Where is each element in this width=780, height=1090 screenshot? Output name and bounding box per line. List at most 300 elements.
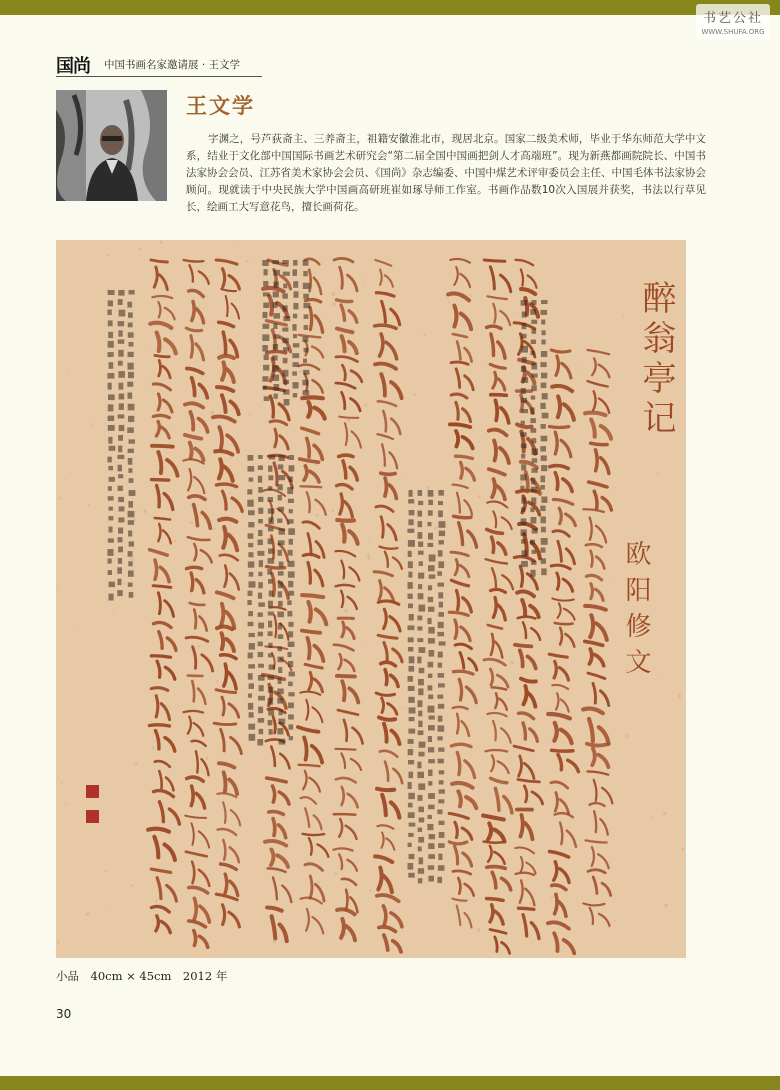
small-script-character — [438, 652, 443, 658]
small-script-character — [258, 593, 262, 599]
small-script-character — [278, 667, 282, 673]
small-script-character — [248, 724, 255, 730]
small-script-character — [531, 561, 536, 565]
small-script-character — [521, 464, 526, 470]
small-script-character — [428, 759, 435, 763]
small-script-character — [263, 281, 268, 286]
small-script-character — [288, 652, 292, 657]
small-script-character — [108, 437, 112, 444]
small-script-character — [437, 810, 442, 815]
small-script-character — [289, 477, 293, 483]
small-script-character — [418, 721, 422, 728]
small-script-character — [248, 552, 253, 557]
small-script-character — [417, 626, 422, 630]
small-script-character — [303, 271, 308, 276]
small-script-character — [258, 540, 263, 546]
small-script-character — [128, 571, 134, 577]
small-script-character — [439, 832, 445, 838]
small-script-character — [127, 302, 132, 308]
small-script-character — [268, 558, 275, 564]
small-script-character — [428, 510, 433, 515]
small-script-character — [428, 585, 432, 590]
small-script-character — [279, 528, 285, 534]
small-script-character — [129, 478, 134, 483]
small-script-character — [419, 605, 426, 612]
small-script-character — [418, 511, 423, 517]
small-script-character — [258, 623, 264, 629]
small-script-character — [438, 622, 444, 628]
small-script-character — [418, 593, 424, 599]
small-script-character — [268, 643, 272, 648]
small-script-character — [263, 303, 269, 309]
small-script-character — [118, 579, 122, 585]
small-script-character — [289, 672, 295, 677]
small-script-character — [437, 877, 442, 883]
small-script-character — [303, 390, 310, 395]
small-script-character — [417, 638, 423, 642]
small-script-character — [278, 678, 282, 684]
small-script-character — [258, 718, 265, 723]
small-script-character — [278, 634, 283, 639]
small-script-character — [258, 530, 262, 536]
small-script-character — [119, 506, 125, 511]
small-script-character — [268, 579, 272, 584]
small-script-character — [293, 303, 298, 310]
site-watermark — [696, 4, 770, 40]
small-script-character — [408, 749, 413, 755]
small-script-character — [248, 455, 254, 461]
small-script-character — [428, 843, 434, 849]
small-script-character — [118, 371, 125, 378]
small-script-character — [258, 476, 262, 483]
small-script-character — [268, 527, 274, 531]
small-script-character — [521, 518, 527, 525]
small-script-character — [418, 501, 423, 505]
small-script-character — [248, 591, 253, 596]
small-script-character — [417, 616, 422, 621]
small-script-character — [418, 490, 423, 496]
small-script-character — [522, 346, 529, 353]
small-script-character — [129, 342, 134, 347]
small-script-character — [119, 403, 124, 410]
small-script-character — [118, 414, 125, 418]
small-script-character — [428, 854, 435, 859]
small-script-character — [288, 591, 294, 596]
small-script-character — [438, 704, 444, 709]
small-script-character — [437, 695, 443, 699]
small-script-character — [262, 376, 268, 382]
small-script-character — [128, 372, 134, 378]
small-script-character — [439, 521, 446, 528]
small-script-character — [438, 663, 442, 668]
small-script-character — [248, 653, 253, 659]
small-script-character — [118, 474, 123, 478]
small-script-character — [264, 269, 268, 275]
small-script-character — [521, 529, 527, 536]
small-script-character — [108, 352, 114, 357]
small-script-character — [129, 439, 136, 443]
small-script-character — [278, 623, 282, 630]
small-script-character — [268, 475, 273, 480]
small-script-character — [283, 380, 289, 384]
small-script-character — [540, 446, 546, 451]
small-script-character — [278, 550, 282, 556]
small-script-character — [532, 468, 538, 473]
small-script-character — [258, 465, 263, 470]
small-script-character — [292, 324, 296, 331]
small-script-character — [248, 543, 253, 547]
small-script-character — [108, 332, 113, 338]
small-script-character — [108, 496, 114, 500]
small-script-character — [419, 818, 425, 823]
small-script-character — [417, 762, 421, 769]
small-script-character — [258, 642, 263, 647]
small-script-character — [262, 345, 268, 352]
small-script-character — [542, 330, 546, 335]
small-script-character — [302, 380, 308, 386]
small-script-character — [532, 458, 538, 462]
small-script-character — [438, 843, 445, 848]
small-script-character — [428, 618, 432, 624]
small-script-character — [264, 396, 270, 401]
small-script-character — [531, 478, 535, 485]
artist-portrait-photo — [56, 90, 167, 201]
small-script-character — [522, 312, 527, 318]
small-script-character — [419, 742, 426, 748]
small-script-character — [273, 270, 280, 276]
small-script-character — [408, 782, 412, 789]
small-script-character — [541, 320, 545, 325]
small-script-character — [278, 495, 282, 501]
small-script-character — [541, 351, 547, 357]
small-script-character — [522, 334, 527, 339]
small-script-character — [288, 581, 293, 587]
small-script-character — [419, 647, 426, 653]
small-script-character — [248, 622, 254, 626]
small-script-character — [268, 601, 273, 608]
small-script-character — [288, 499, 294, 503]
small-script-character — [128, 363, 134, 370]
small-script-character — [288, 714, 294, 719]
small-script-character — [531, 385, 536, 391]
small-script-character — [541, 548, 546, 553]
small-script-character — [119, 425, 125, 431]
small-script-character — [128, 404, 135, 411]
small-script-character — [408, 686, 415, 691]
small-script-character — [293, 269, 298, 276]
small-script-character — [417, 772, 424, 778]
small-script-character — [428, 865, 434, 870]
small-script-character — [439, 780, 444, 784]
small-script-character — [117, 567, 122, 574]
small-script-character — [268, 709, 274, 715]
small-script-character — [268, 631, 273, 636]
small-script-character — [279, 739, 286, 745]
small-script-character — [248, 664, 255, 668]
small-script-character — [408, 697, 414, 703]
small-script-character — [118, 497, 124, 502]
small-script-character — [520, 486, 524, 490]
small-script-character — [109, 527, 113, 533]
small-script-character — [530, 407, 534, 414]
small-script-character — [303, 370, 309, 375]
small-script-character — [303, 260, 309, 266]
small-script-character — [288, 519, 294, 524]
small-script-character — [283, 293, 288, 298]
small-script-character — [108, 394, 115, 400]
small-script-character — [257, 551, 264, 556]
small-script-character — [521, 300, 527, 306]
small-script-character — [288, 642, 295, 647]
small-script-character — [409, 656, 415, 663]
small-script-character — [118, 321, 125, 326]
small-script-character — [438, 865, 445, 871]
small-script-character — [108, 466, 113, 470]
small-script-character — [269, 665, 276, 670]
small-script-character — [408, 582, 413, 589]
small-script-character — [541, 300, 548, 304]
small-script-character — [439, 770, 445, 774]
small-script-character — [108, 486, 112, 491]
small-script-character — [408, 499, 414, 503]
small-script-character — [107, 457, 111, 463]
small-script-character — [292, 353, 299, 358]
small-script-character — [283, 284, 287, 289]
small-script-character — [268, 612, 274, 616]
small-script-character — [409, 614, 414, 621]
small-script-character — [288, 550, 293, 556]
small-script-character — [284, 399, 290, 406]
small-script-character — [262, 260, 268, 266]
small-script-character — [288, 571, 295, 577]
small-script-character — [418, 584, 422, 589]
artwork-caption: 小品 40cm × 45cm 2012 年 — [56, 969, 228, 983]
small-script-character — [128, 323, 133, 328]
small-script-character — [522, 550, 528, 556]
small-script-character — [541, 424, 546, 429]
small-script-character — [108, 290, 115, 295]
small-script-character — [428, 627, 434, 634]
small-script-character — [428, 695, 433, 700]
small-script-character — [118, 446, 122, 453]
small-script-character — [530, 418, 536, 423]
small-script-character — [118, 517, 124, 522]
small-script-character — [258, 572, 262, 576]
small-script-character — [247, 600, 251, 605]
small-script-character — [439, 821, 445, 825]
small-script-character — [408, 625, 415, 630]
small-script-character — [293, 334, 297, 338]
small-script-character — [521, 454, 525, 459]
small-script-character — [248, 703, 253, 710]
small-script-character — [263, 324, 270, 329]
small-script-character — [118, 361, 123, 366]
small-script-character — [268, 518, 274, 525]
small-script-character — [532, 448, 539, 455]
small-script-character — [288, 682, 293, 687]
small-script-character — [541, 558, 546, 564]
small-script-character — [409, 490, 413, 497]
small-script-character — [293, 281, 298, 288]
small-script-character — [268, 466, 272, 472]
bottom-color-band — [0, 1076, 780, 1090]
small-script-character — [128, 416, 134, 422]
magazine-logo: 国尚 — [56, 56, 90, 77]
small-script-character — [264, 355, 269, 361]
small-script-character — [419, 668, 425, 673]
artwork-author-calligraphy: 欧阳修文 — [621, 540, 651, 684]
small-script-character — [408, 812, 415, 818]
small-script-character — [288, 703, 294, 709]
small-script-character — [268, 621, 272, 628]
small-script-character — [438, 583, 445, 587]
small-script-character — [107, 310, 111, 316]
small-script-character — [268, 549, 274, 554]
small-script-character — [428, 876, 434, 882]
small-script-character — [129, 290, 135, 295]
small-script-character — [258, 612, 263, 617]
small-script-character — [282, 305, 287, 311]
small-script-character — [531, 340, 536, 344]
small-script-character — [521, 366, 526, 372]
small-script-character — [520, 474, 526, 480]
seal-stamp-1 — [86, 785, 99, 798]
small-script-character — [521, 398, 527, 403]
small-script-character — [249, 581, 256, 587]
small-script-character — [109, 594, 114, 601]
small-script-character — [428, 805, 435, 810]
small-script-character — [428, 500, 433, 505]
small-script-character — [128, 449, 134, 453]
small-script-character — [418, 795, 423, 801]
small-script-character — [429, 834, 436, 839]
small-script-character — [287, 611, 292, 617]
small-script-character — [277, 519, 282, 523]
small-script-character — [408, 803, 413, 808]
small-script-character — [263, 365, 269, 371]
small-script-character — [273, 375, 280, 381]
small-script-character — [107, 373, 114, 379]
small-script-character — [530, 508, 534, 513]
small-script-character — [419, 561, 423, 566]
small-script-character — [418, 730, 424, 735]
small-script-character — [108, 404, 114, 411]
small-script-character — [522, 377, 528, 383]
small-script-character — [541, 373, 547, 379]
watermark-title: 书艺公社 — [702, 11, 763, 26]
small-script-character — [283, 272, 290, 276]
small-script-character — [438, 683, 445, 687]
small-script-character — [277, 689, 283, 695]
small-script-character — [408, 739, 414, 744]
small-script-character — [109, 477, 115, 482]
small-script-character — [408, 540, 415, 547]
small-script-character — [248, 522, 254, 527]
small-script-character — [293, 393, 298, 397]
small-script-character — [532, 528, 538, 533]
small-script-character — [294, 291, 299, 298]
small-script-character — [522, 409, 529, 413]
calligraphy-artwork — [56, 240, 686, 958]
small-script-character — [521, 388, 526, 394]
small-script-character — [278, 591, 282, 597]
small-script-character — [438, 799, 444, 803]
small-script-character — [541, 497, 547, 503]
small-script-character — [540, 362, 546, 367]
small-script-character — [438, 632, 445, 636]
small-script-character — [118, 455, 125, 459]
small-script-character — [269, 729, 273, 735]
small-script-character — [408, 551, 412, 557]
small-script-character — [269, 455, 276, 460]
small-script-character — [521, 507, 525, 511]
small-script-character — [427, 824, 433, 830]
small-script-character — [128, 583, 133, 587]
small-script-character — [278, 507, 284, 512]
small-script-character — [128, 501, 133, 508]
small-script-character — [273, 344, 278, 350]
small-script-character — [288, 622, 293, 627]
small-script-character — [439, 641, 446, 645]
small-script-character — [408, 561, 413, 568]
small-script-character — [428, 736, 432, 742]
small-script-character — [532, 300, 537, 305]
small-script-character — [428, 725, 435, 730]
small-script-character — [258, 652, 264, 657]
small-script-character — [128, 561, 132, 566]
small-script-character — [268, 497, 274, 502]
small-script-character — [408, 637, 414, 642]
small-script-character — [303, 283, 310, 289]
small-script-character — [117, 590, 122, 596]
small-script-character — [273, 291, 279, 297]
small-script-character — [108, 320, 113, 326]
small-script-character — [278, 464, 283, 469]
small-script-character — [438, 592, 443, 598]
small-script-character — [428, 662, 434, 668]
small-script-character — [118, 486, 123, 491]
small-script-character — [259, 729, 264, 735]
small-script-character — [258, 602, 265, 606]
small-script-character — [288, 661, 293, 667]
seal-stamp-2 — [86, 810, 99, 823]
small-script-character — [438, 673, 445, 678]
small-script-character — [293, 260, 297, 266]
small-script-character — [258, 664, 264, 668]
small-script-character — [263, 386, 267, 390]
small-script-character — [541, 310, 548, 315]
small-script-character — [293, 382, 299, 388]
small-script-character — [408, 594, 413, 599]
small-script-character — [268, 653, 273, 657]
small-script-character — [289, 465, 295, 471]
small-script-character — [428, 747, 434, 752]
small-script-character — [428, 674, 433, 678]
small-script-character — [249, 633, 255, 637]
page-header — [56, 52, 262, 77]
small-script-character — [540, 506, 545, 512]
small-script-character — [268, 538, 273, 544]
small-script-character — [408, 760, 414, 764]
small-script-character — [541, 517, 546, 524]
small-script-character — [108, 416, 115, 421]
small-script-character — [282, 260, 289, 264]
small-script-character — [530, 570, 535, 577]
small-script-character — [268, 508, 275, 513]
small-script-character — [289, 736, 293, 740]
small-script-character — [249, 683, 254, 689]
small-script-character — [409, 717, 415, 721]
